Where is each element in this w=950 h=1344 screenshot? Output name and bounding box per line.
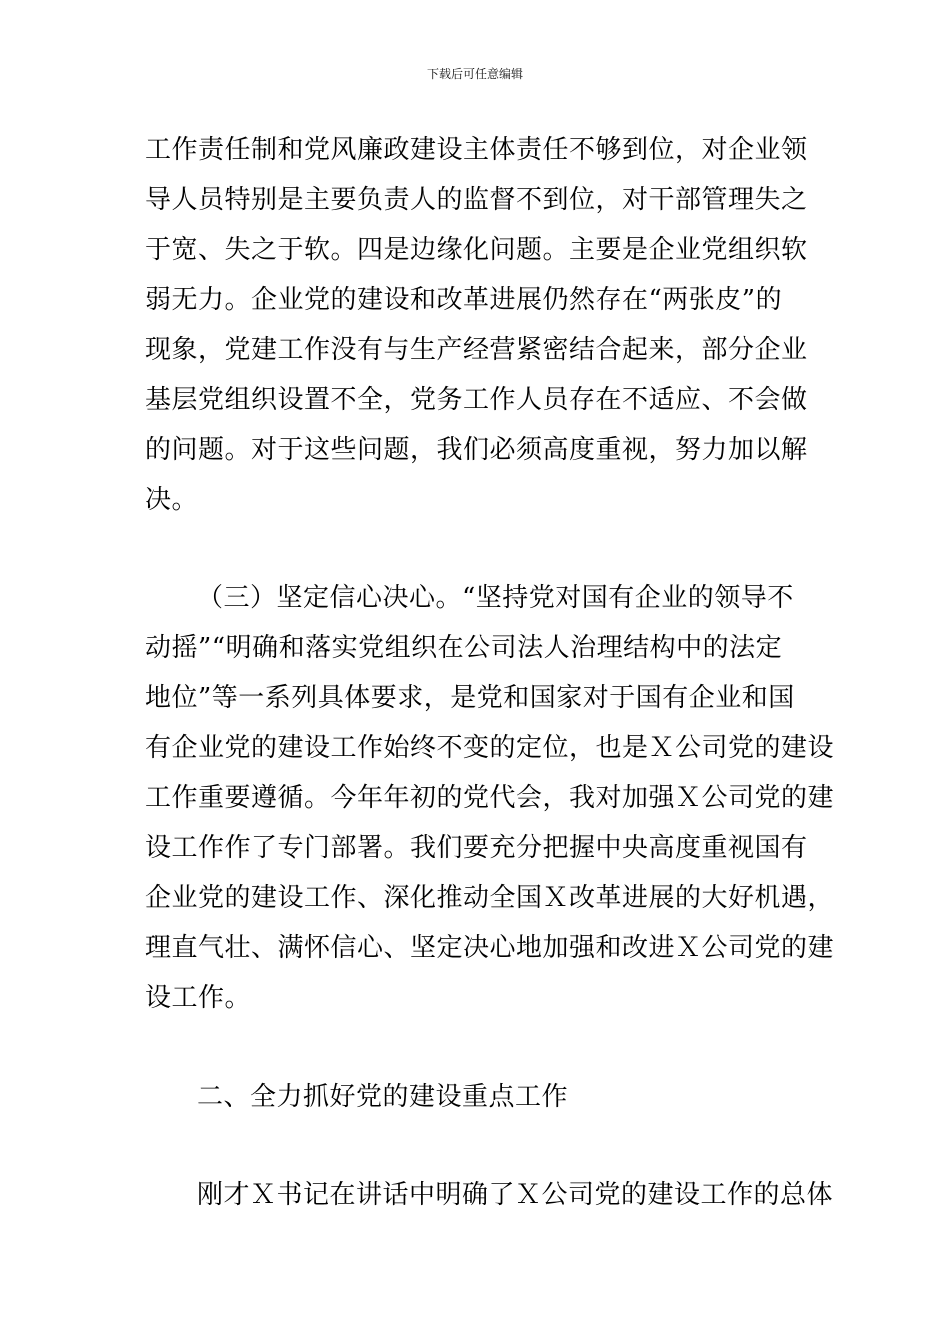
- text-line: 理直气壮、满怀信心、坚定决心地加强和改进Ｘ公司党的建: [145, 933, 835, 963]
- text-line: 工作重要遵循。今年年初的党代会，我对加强Ｘ公司党的建: [145, 783, 835, 813]
- text-line: 工作责任制和党风廉政建设主体责任不够到位，对企业领: [145, 135, 808, 165]
- text-line: 于宽、失之于软。四是边缘化问题。主要是企业党组织软: [145, 235, 808, 265]
- text-line: 有企业党的建设工作始终不变的定位，也是Ｘ公司党的建设: [145, 733, 835, 763]
- header-note: 下载后可任意编辑: [426, 67, 523, 81]
- text-line: 设工作。: [145, 983, 252, 1013]
- text-line: 企业党的建设工作、深化推动全国Ｘ改革进展的大好机遇，: [145, 883, 835, 913]
- text-line: （三）坚定信心决心。“坚持党对国有企业的领导不: [197, 583, 794, 613]
- text-line: 基层党组织设置不全，党务工作人员存在不适应、不会做: [145, 385, 808, 415]
- text-line: 动摇”“明确和落实党组织在公司法人治理结构中的法定: [145, 633, 783, 663]
- text-line: 弱无力。企业党的建设和改革进展仍然存在“两张皮”的: [145, 285, 783, 315]
- text-line: 刚才Ｘ书记在讲话中明确了Ｘ公司党的建设工作的总体: [197, 1180, 834, 1210]
- text-line: 决。: [145, 485, 199, 515]
- text-line: 导人员特别是主要负责人的监督不到位，对干部管理失之: [145, 185, 808, 215]
- heading-text: 二、全力抓好党的建设重点工作: [197, 1082, 569, 1112]
- text-line: 地位”等一系列具体要求，是党和国家对于国有企业和国: [145, 683, 795, 713]
- text-line: 设工作作了专门部署。我们要充分把握中央高度重视国有: [145, 833, 808, 863]
- text-line: 现象，党建工作没有与生产经营紧密结合起来，部分企业: [145, 335, 808, 365]
- text-line: 的问题。对于这些问题，我们必须高度重视，努力加以解: [145, 435, 808, 465]
